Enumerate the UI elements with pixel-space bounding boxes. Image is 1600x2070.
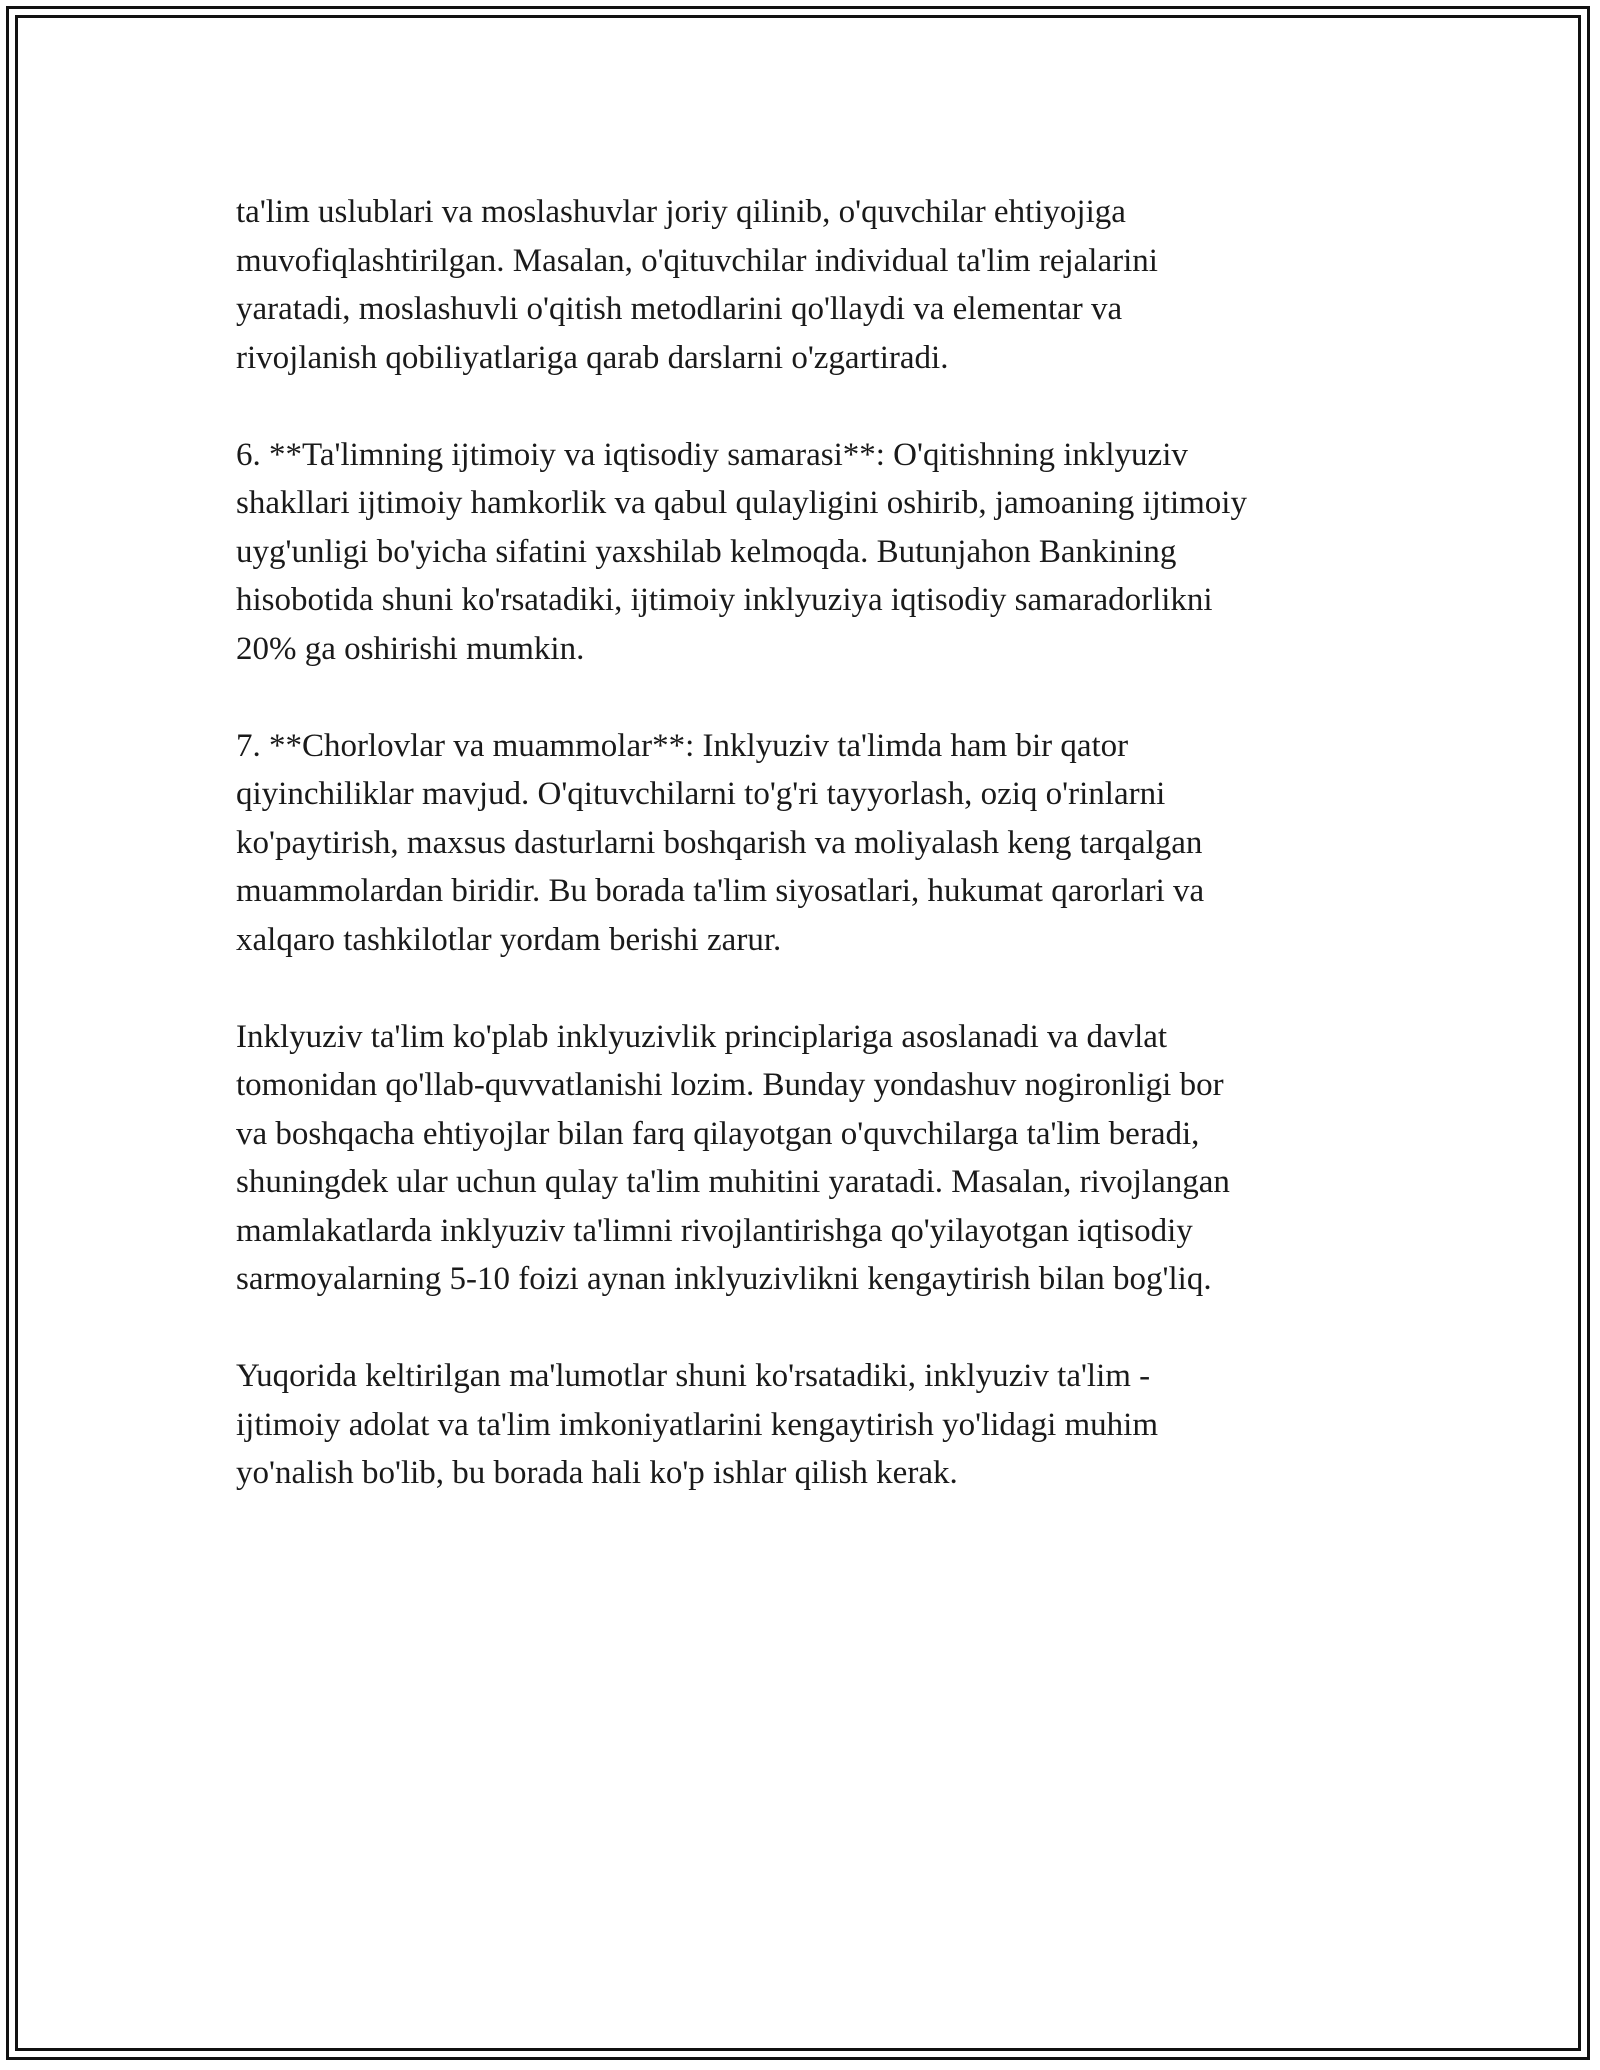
paragraph-summary: Inklyuziv ta'lim ko'plab inklyuzivlik principlariga asoslanadi va davlat tomonidan qo'llab-quvvatlanishi lozim. Bunday yondashuv nogironligi bor va boshqacha ehtiyojlar bilan farq qilayotgan o'quvchilarga ta'lim beradi, shuningdek ular uchun qulay ta'lim muhitini yaratadi. Masalan, rivojlangan mamlakatlarda inklyuziv ta'limni rivojlantirishga qo'yilayotgan iqtisodiy sarmoyalarning 5-10 foizi aynan inklyuzivlikni kengaytirish bilan bog'liq. [236,1018,1230,1297]
paragraph-conclusion: Yuqorida keltirilgan ma'lumotlar shuni ko'rsatadiki, inklyuziv ta'lim - ijtimoiy adolat va ta'lim imkoniyatlarini kengaytirish yo'lidagi muhim yo'nalish bo'lib, bu borada hali ko'p ishlar qilish kerak. [236,1358,1159,1491]
paragraph-item-7: 7. **Chorlovlar va muammolar**: Inklyuziv ta'limda ham bir qator qiyinchiliklar mavjud. O'qituvchilarni to'g'ri tayyorlash, oziq o'rinlarni ko'paytirish, maxsus dasturlarni boshqarish va moliyalash keng tarqalgan muammolardan biridir. Bu borada ta'lim siyosatlari, hukumat qarorlari va xalqaro tashkilotlar yordam berishi zarur. [236,727,1205,958]
paragraph-item-6: 6. **Ta'limning ijtimoiy va iqtisodiy samarasi**: O'qitishning inklyuziv shakllari ijtimoiy hamkorlik va qabul qulayligini oshirib, jamoaning ijtimoiy uyg'unligi bo'yicha sifatini yaxshilab kelmoqda. Butunjahon Bankining hisobotida shuni ko'rsatadiki, ijtimoiy inklyuziya iqtisodiy samaradorlikni 20% ga oshirishi mumkin. [236,436,1247,667]
paragraph-continuation: ta'lim uslublari va moslashuvlar joriy qilinib, o'quvchilar ehtiyojiga muvofiqlashtirilgan. Masalan, o'qituvchilar individual ta'lim rejalarini yaratadi, moslashuvli o'qitish metodlarini qo'llaydi va elementar va rivojlanish qobiliyatlariga qarab darslarni o'zgartiradi. [236,194,1158,376]
document-body [236,188,1386,1546]
